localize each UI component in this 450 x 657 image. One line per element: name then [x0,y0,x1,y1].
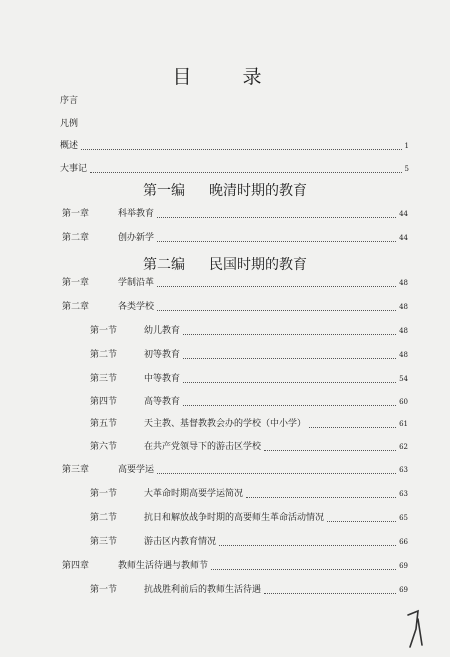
chapter-number: 第二章 [62,302,90,312]
dot-leader [264,449,396,451]
chapter-number: 第三章 [62,465,90,475]
entry-page: 61 [399,420,408,428]
dot-leader [183,404,396,406]
section-number: 第五节 [90,419,118,429]
part-title: 民国时期的教育 [209,257,307,273]
toc-section [90,349,408,362]
entry-page: 65 [399,514,408,522]
toc-chapter [62,560,408,573]
entry-label: 凡例 [60,119,79,129]
entry-page: 48 [399,279,408,287]
dot-leader [246,496,396,498]
dot-leader [157,285,396,287]
toc-chapter [62,301,408,314]
toc-chapter [62,277,408,290]
entry-page: 63 [399,466,408,474]
toc-entry-overview [60,140,409,153]
section-number: 第一节 [90,585,118,595]
section-number: 第三节 [90,537,118,547]
entry-label: 大事记 [60,164,88,174]
chapter-title: 教师生活待遇与教师节 [118,561,209,571]
chapter-title: 科举教育 [118,209,155,219]
entry-page: 1 [404,142,409,150]
chapter-title: 各类学校 [118,302,155,312]
part-heading-1 [0,180,450,200]
section-number: 第六节 [90,442,118,452]
toc-section [90,488,408,501]
toc-section [90,536,408,549]
dot-leader [157,216,396,218]
section-title: 高等教育 [144,397,181,407]
dot-leader [309,426,396,428]
section-title: 中等教育 [144,374,181,384]
dot-leader [157,472,396,474]
section-number: 第二节 [90,350,118,360]
entry-page: 63 [399,490,408,498]
toc-section [90,418,408,431]
section-number: 第四节 [90,397,118,407]
dot-leader [90,171,402,173]
page-title: 目 录 [172,66,278,88]
entry-page: 66 [399,538,408,546]
entry-page: 54 [399,375,408,383]
entry-page: 44 [399,210,408,218]
entry-page: 48 [399,351,408,359]
dot-leader [219,544,396,546]
entry-page: 48 [399,303,408,311]
chapter-number: 第四章 [62,561,90,571]
entry-page: 69 [399,562,408,570]
section-title: 大革命时期高要学运简况 [144,489,244,499]
chapter-number: 第二章 [62,233,90,243]
toc-section [90,396,408,409]
toc-entry-chronicle [60,163,409,176]
chapter-title: 高要学运 [118,465,155,475]
part-title: 晚清时期的教育 [209,183,307,199]
section-title: 幼儿教育 [144,326,181,336]
dot-leader [157,240,396,242]
chapter-number: 第一章 [62,278,90,288]
entry-page: 5 [404,165,409,173]
section-title: 初等教育 [144,350,181,360]
toc-section [90,325,408,338]
chapter-number: 第一章 [62,209,90,219]
part-heading-2 [0,254,450,274]
part-number: 第一编 [143,183,185,199]
section-number: 第一节 [90,489,118,499]
section-number: 第一节 [90,326,118,336]
entry-label: 序言 [60,96,79,106]
section-title: 在共产党领导下的游击区学校 [144,442,262,452]
section-title: 抗战胜利前后的教师生活待遇 [144,585,262,595]
section-number: 第三节 [90,374,118,384]
dot-leader [183,381,396,383]
dot-leader [327,520,396,522]
section-title: 抗日和解放战争时期的高要师生革命活动情况 [144,513,325,523]
entry-page: 60 [399,398,408,406]
entry-page: 48 [399,327,408,335]
toc-chapter [62,232,408,245]
toc-chapter [62,208,408,221]
pen-mark-icon [406,609,436,649]
dot-leader [211,568,396,570]
section-title: 天主教、基督教教会办的学校（中小学） [144,419,307,429]
dot-leader [264,592,396,594]
chapter-title: 学制沿革 [118,278,155,288]
toc-section [90,512,408,525]
toc-section [90,584,408,597]
toc-section [90,441,408,454]
entry-page: 62 [399,443,408,451]
dot-leader [81,148,402,150]
entry-page: 69 [399,586,408,594]
toc-section [90,373,408,386]
dot-leader [183,333,396,335]
part-number: 第二编 [143,257,185,273]
toc-chapter [62,464,408,477]
entry-label: 概述 [60,141,79,151]
section-number: 第二节 [90,513,118,523]
section-title: 游击区内教育情况 [144,537,217,547]
chapter-title: 创办新学 [118,233,155,243]
dot-leader [183,357,396,359]
dot-leader [157,309,396,311]
entry-page: 44 [399,234,408,242]
